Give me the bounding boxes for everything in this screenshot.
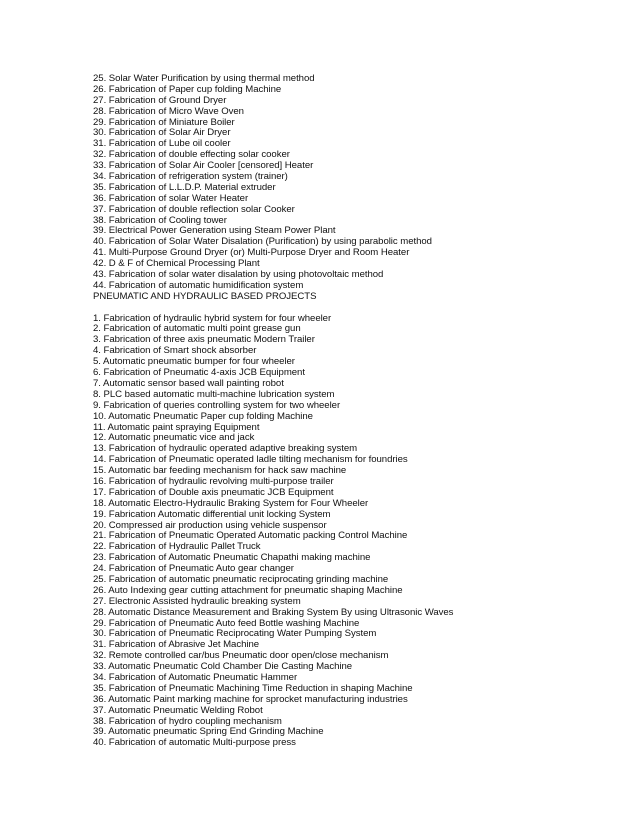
list-item: 24. Fabrication of Pneumatic Auto gear changer xyxy=(93,563,294,575)
list-item: 37. Automatic Pneumatic Welding Robot xyxy=(93,704,263,716)
list-item: 11. Automatic paint spraying Equipment xyxy=(93,421,260,433)
list-item: 33. Fabrication of Solar Air Cooler [censored] Heater xyxy=(93,160,314,172)
list-item: 32. Fabrication of double effecting solar cooker xyxy=(93,149,290,161)
list-item: 40. Fabrication of automatic Multi-purpose press xyxy=(93,737,296,749)
list-item: 29. Fabrication of Pneumatic Auto feed Bottle washing Machine xyxy=(93,617,360,629)
list-item: 8. PLC based automatic multi-machine lubrication system xyxy=(93,388,335,400)
document-body xyxy=(93,74,633,749)
project-list-pneumatic-hydraulic xyxy=(93,314,633,750)
list-item: 29. Fabrication of Miniature Boiler xyxy=(93,116,235,128)
list-item: 38. Fabrication of Cooling tower xyxy=(93,214,227,226)
list-item: 37. Fabrication of double reflection solar Cooker xyxy=(93,203,295,215)
list-item: 7. Automatic sensor based wall painting robot xyxy=(93,377,284,389)
blank-line xyxy=(93,303,633,314)
list-item: 2. Fabrication of automatic multi point grease gun xyxy=(93,323,301,335)
list-item: 19. Fabrication Automatic differential unit locking System xyxy=(93,508,331,520)
list-item: 36. Automatic Paint marking machine for sprocket manufacturing industries xyxy=(93,693,408,705)
list-item: 36. Fabrication of solar Water Heater xyxy=(93,192,249,204)
list-item: 44. Fabrication of automatic humidification system xyxy=(93,279,304,291)
list-item: 32. Remote controlled car/bus Pneumatic door open/close mechanism xyxy=(93,650,389,662)
list-item: 6. Fabrication of Pneumatic 4-axis JCB Equipment xyxy=(93,367,305,379)
list-item: 30. Fabrication of Solar Air Dryer xyxy=(93,127,231,139)
list-item: 17. Fabrication of Double axis pneumatic JCB Equipment xyxy=(93,486,334,498)
list-item: 1. Fabrication of hydraulic hybrid system for four wheeler xyxy=(93,312,332,324)
list-item: 40. Fabrication of Solar Water Disalation (Purification) by using parabolic method xyxy=(93,236,432,248)
list-item: 16. Fabrication of hydraulic revolving multi-purpose trailer xyxy=(93,475,334,487)
list-item: 5. Automatic pneumatic bumper for four wheeler xyxy=(93,356,295,368)
list-item: 3. Fabrication of three axis pneumatic Modern Trailer xyxy=(93,334,315,346)
list-item: 10. Automatic Pneumatic Paper cup folding Machine xyxy=(93,410,313,422)
list-item: 14. Fabrication of Pneumatic operated ladle tilting mechanism for foundries xyxy=(93,454,408,466)
list-item: 12. Automatic pneumatic vice and jack xyxy=(93,432,255,444)
list-item: 23. Fabrication of Automatic Pneumatic Chapathi making machine xyxy=(93,552,371,564)
list-item: 34. Fabrication of refrigeration system (trainer) xyxy=(93,171,288,183)
list-item: 34. Fabrication of Automatic Pneumatic Hammer xyxy=(93,671,298,683)
list-item: 13. Fabrication of hydraulic operated adaptive breaking system xyxy=(93,443,358,455)
list-item: 35. Fabrication of L.L.D.P. Material extruder xyxy=(93,181,276,193)
list-item: 28. Fabrication of Micro Wave Oven xyxy=(93,105,244,117)
list-item: 41. Multi-Purpose Ground Dryer (or) Multi-Purpose Dryer and Room Heater xyxy=(93,247,410,259)
list-item: 28. Automatic Distance Measurement and Braking System By using Ultrasonic Waves xyxy=(93,606,454,618)
list-item: 26. Fabrication of Paper cup folding Machine xyxy=(93,83,282,95)
project-list-thermal xyxy=(93,74,633,292)
list-item: 27. Fabrication of Ground Dryer xyxy=(93,94,227,106)
list-item: 38. Fabrication of hydro coupling mechanism xyxy=(93,715,282,727)
list-item: 15. Automatic bar feeding mechanism for hack saw machine xyxy=(93,465,347,477)
list-item: 33. Automatic Pneumatic Cold Chamber Die Casting Machine xyxy=(93,661,353,673)
list-item: 42. D & F of Chemical Processing Plant xyxy=(93,258,260,270)
list-item: 21. Fabrication of Pneumatic Operated Automatic packing Control Machine xyxy=(93,530,408,542)
list-item: 4. Fabrication of Smart shock absorber xyxy=(93,345,257,357)
list-item: 9. Fabrication of queries controlling system for two wheeler xyxy=(93,399,341,411)
list-item: 30. Fabrication of Pneumatic Reciprocating Water Pumping System xyxy=(93,628,377,640)
list-item: 31. Fabrication of Lube oil cooler xyxy=(93,138,231,150)
list-item: 25. Fabrication of automatic pneumatic reciprocating grinding machine xyxy=(93,573,389,585)
list-item: 35. Fabrication of Pneumatic Machining Time Reduction in shaping Machine xyxy=(93,682,413,694)
list-item: 39. Electrical Power Generation using Steam Power Plant xyxy=(93,225,336,237)
list-item: 25. Solar Water Purification by using thermal method xyxy=(93,73,315,84)
section-heading: PNEUMATIC AND HYDRAULIC BASED PROJECTS xyxy=(93,290,317,302)
list-item: 31. Fabrication of Abrasive Jet Machine xyxy=(93,639,260,651)
list-item: 27. Electronic Assisted hydraulic breaking system xyxy=(93,595,301,607)
list-item: 20. Compressed air production using vehicle suspensor xyxy=(93,519,327,531)
list-item: 22. Fabrication of Hydraulic Pallet Truck xyxy=(93,541,261,553)
list-item: 43. Fabrication of solar water disalation by using photovoltaic method xyxy=(93,269,384,281)
list-item: 18. Automatic Electro-Hydraulic Braking System for Four Wheeler xyxy=(93,497,369,509)
list-item: 39. Automatic pneumatic Spring End Grinding Machine xyxy=(93,726,324,738)
list-item: 26. Auto Indexing gear cutting attachment for pneumatic shaping Machine xyxy=(93,584,403,596)
